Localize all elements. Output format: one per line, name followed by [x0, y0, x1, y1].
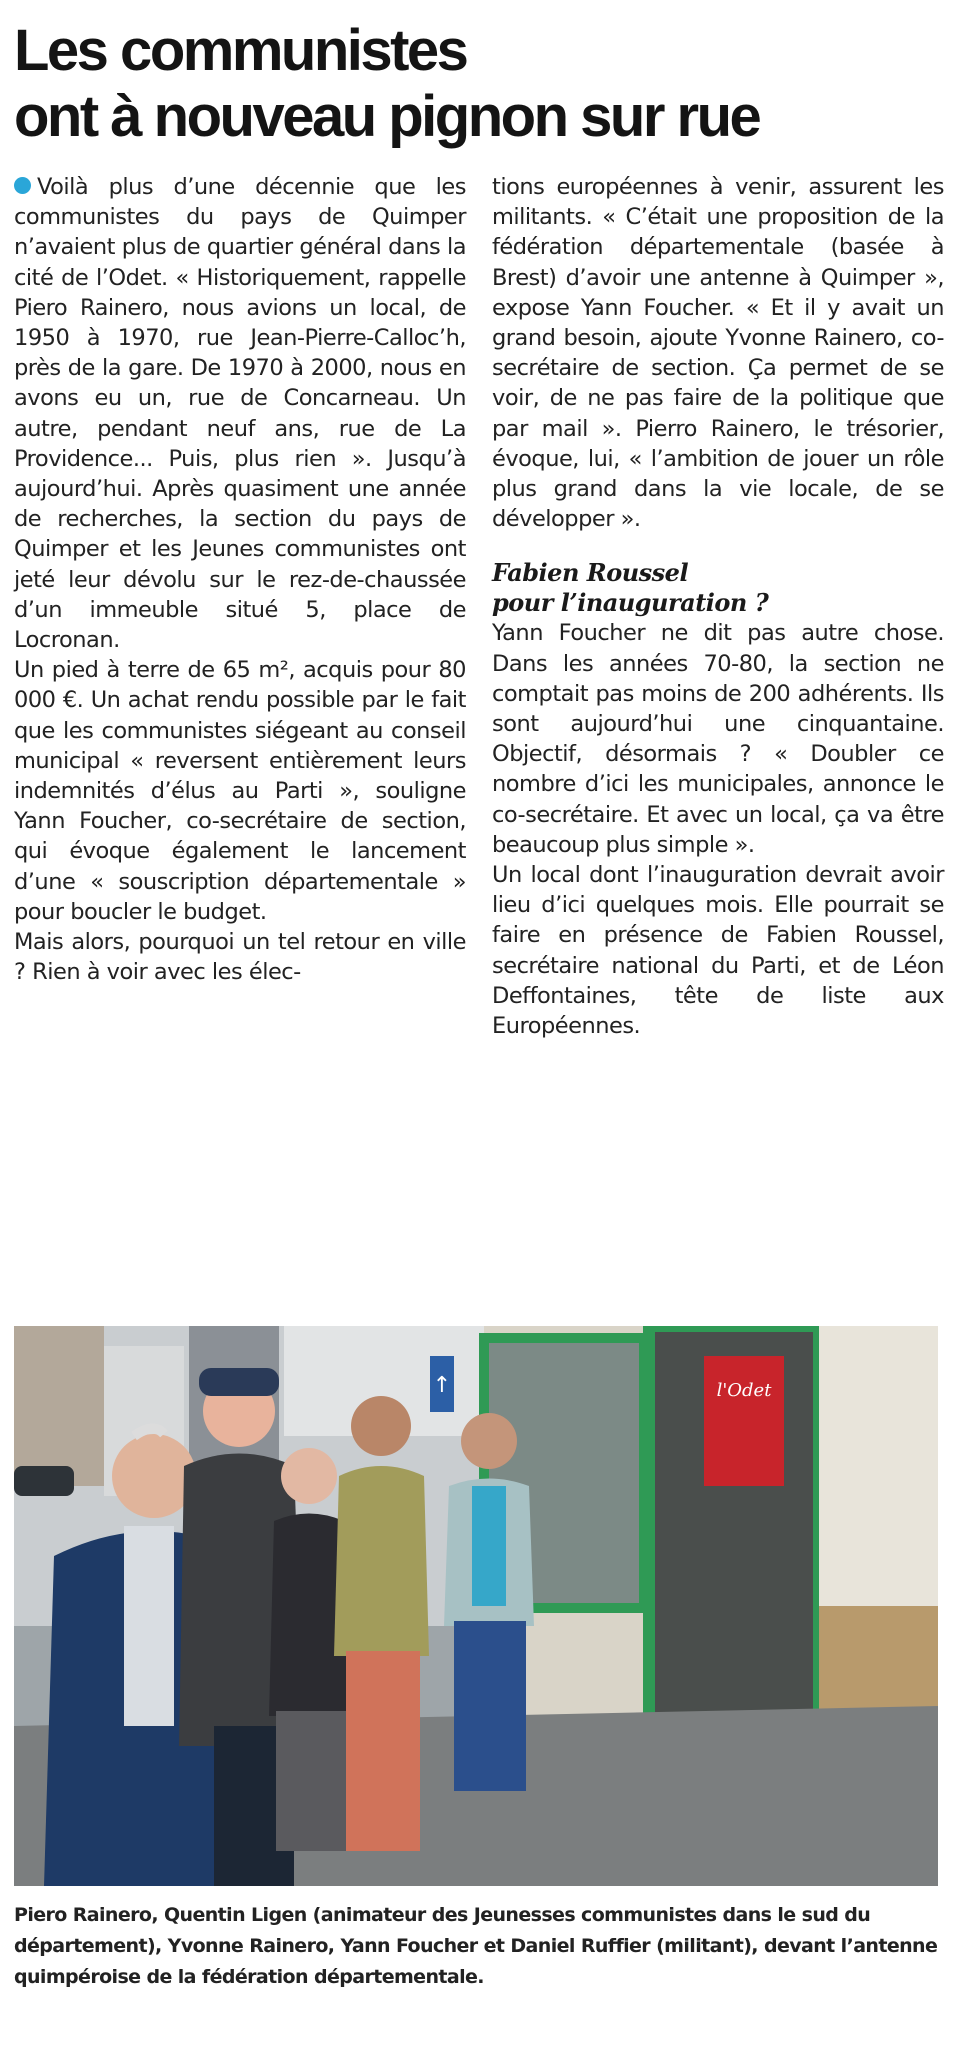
bullet-dot-icon [14, 177, 31, 194]
paragraph-intro [14, 172, 466, 655]
headline-line-2: ont à nouveau pignon sur rue [14, 84, 760, 149]
paragraph-purchase: Un pied à terre de 65 m², acquis pour 80 000 €. Un achat rendu possible par le fait que les communistes siégeant au conseil municipal « reversent entièrement leurs indemnités d’élus au Parti », souligne Yann Foucher, co-secrétaire de section, qui évoque également le lancement d’une « souscription départementale » pour boucler le budget. [14, 657, 466, 925]
person-daniel-trousers [454, 1621, 526, 1791]
group-photo-illustration [14, 1326, 938, 1886]
article-body [14, 172, 944, 1302]
paragraph-inauguration: Un local dont l’inauguration devrait avoir lieu d’ici quelques mois. Elle pourrait se faire en présence de Fabien Roussel, secrétaire national du Parti, et de Léon Deffontaines, tête de liste aux Européennes. [492, 862, 944, 1040]
poster [704, 1356, 784, 1486]
person-yann-shirt [334, 1466, 429, 1656]
paragraph-intro-text: Voilà plus d’une décennie que les communistes du pays de Quimper n’avaient plus de quartier général dans la cité de l’Odet. « Historiquement, rappelle Piero Rainero, nous avions un local, de 1950 à 1970, rue Jean-Pierre-Calloc’h, près de la gare. De 1970 à 2000, nous en avons eu un, rue de Concarneau. Un autre, pendant neuf ans, rue de La Providence... Puis, plus rien ». Jusqu’à aujourd’hui. Après quasiment une année de recherches, la section du pays de Quimper et les Jeunes communistes ont jeté leur dévolu sur le rez-de-chaussée d’un immeuble situé 5, place de Locronan. [14, 174, 466, 654]
person-yann-head [351, 1396, 411, 1456]
article-headline [14, 18, 944, 150]
traffic-sign-arrow: ↑ [432, 1373, 452, 1398]
person-daniel-head [461, 1413, 517, 1469]
person-daniel-shirt [472, 1486, 506, 1606]
person-quentin-cap [199, 1368, 279, 1396]
left-building [14, 1326, 104, 1486]
subheading-line-2: pour l’inauguration ? [492, 588, 769, 618]
person-piero-shirt [124, 1526, 174, 1726]
section-subheading [492, 558, 944, 618]
paragraph-question: Mais alors, pourquoi un tel retour en ville ? Rien à voir avec les élec- [14, 929, 466, 986]
subheading-line-1: Fabien Roussel [492, 558, 689, 588]
column-right [492, 172, 944, 1302]
paragraph-members: Yann Foucher ne dit pas autre chose. Dans les années 70-80, la section ne comptait pas moins de 200 adhérents. Ils sont aujourd’hui une cinquantaine. Objectif, désormais ? « Doubler ce nombre d’ici les municipales, annonce le co-secrétaire. Et avec un local, ça va être beaucoup plus simple ». [492, 620, 944, 858]
parked-car [14, 1466, 74, 1496]
headline-line-1: Les communistes [14, 18, 467, 83]
person-yann-trousers [346, 1651, 420, 1851]
shop-interior-wall [819, 1326, 938, 1606]
poster-text: l'Odet [716, 1380, 772, 1401]
paragraph-federation: tions européennes à venir, assurent les militants. « C’était une proposition de la fédération départementale (basée à Brest) d’avoir une antenne à Quimper », expose Yann Foucher. « Et il y avait un grand besoin, ajoute Yvonne Rainero, co-secrétaire de section. Ça permet de se voir, de ne pas faire de la politique que par mail ». Pierro Rainero, le trésorier, évoque, lui, « l’ambition de jouer un rôle plus grand dans la vie locale, de se développer ». [492, 174, 944, 533]
person-yvonne-trousers [276, 1711, 346, 1851]
group-photo [14, 1326, 938, 1886]
column-left [14, 172, 466, 1302]
photo-caption: Piero Rainero, Quentin Ligen (animateur des Jeunesses communistes dans le sud du département), Yvonne Rainero, Yann Foucher et Daniel Ruffier (militant), devant l’antenne quimpéroise de la fédération départementale. [14, 1904, 938, 1988]
person-yvonne-head [281, 1448, 337, 1504]
